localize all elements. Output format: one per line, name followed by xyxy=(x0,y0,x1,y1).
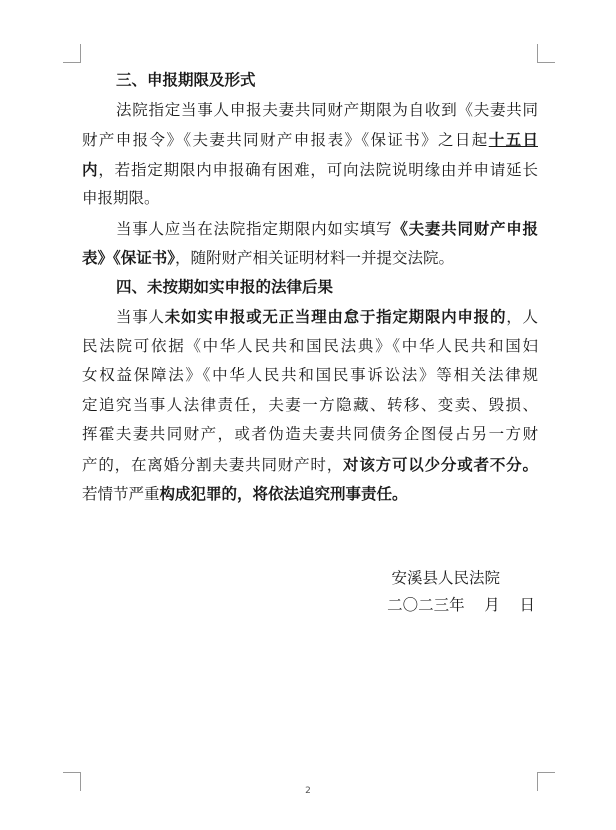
text-line xyxy=(82,450,538,480)
text-line: 挥霍夫妻共同财产，或者伪造夫妻共同债务企图侵占另一方财 xyxy=(82,425,538,443)
section-3-heading: 三、申报期限及形式 xyxy=(116,71,256,89)
text-line xyxy=(82,302,538,332)
text-line: 民法院可依据《中华人民共和国民法典》《中华人民共和国妇 xyxy=(82,336,538,355)
form-name-emphasis: 表》《保证书》 xyxy=(82,248,176,267)
criminal-liability-emphasis: 构成犯罪的，将依法追究刑事责任。 xyxy=(159,484,408,503)
violation-emphasis: 未如实申报或无正当理由怠于指定期限内申报的 xyxy=(164,307,507,326)
text-line: 女权益保障法》《中华人民共和国民事诉讼法》等相关法律规 xyxy=(82,366,538,384)
text-run: ，人 xyxy=(506,308,538,326)
text-run: ，随附财产相关证明材料一并提交法院。 xyxy=(175,249,455,267)
consequence-emphasis: 对该方可以少分或者不分。 xyxy=(343,454,538,474)
crop-mark-top-left xyxy=(63,44,81,63)
deadline-emphasis-end: 内 xyxy=(82,159,99,179)
form-name-emphasis: 《夫妻共同财产申报 xyxy=(392,218,538,238)
text-run: ，若指定期限内申报确有困难，可向法院说明缘由并申请延长 xyxy=(98,160,538,179)
text-run: 财产申报令》《夫妻共同财产申报表》《保证书》之日起 xyxy=(82,131,489,149)
text-line: 申报期限。 xyxy=(82,189,160,207)
deadline-emphasis: 十五日 xyxy=(488,130,538,149)
signature-court: 安溪县人民法院 xyxy=(391,569,500,587)
text-run: 产的，在离婚分割夫妻共同财产时， xyxy=(82,455,344,474)
crop-mark-top-right xyxy=(537,44,555,63)
text-run: 当事人 xyxy=(116,308,165,326)
text-line xyxy=(82,479,538,509)
document-body xyxy=(82,66,538,509)
page-number: 2 xyxy=(305,786,311,796)
text-line: 定追究当事人法律责任，夫妻一方隐藏、转移、变卖、毁损、 xyxy=(82,395,538,414)
text-line xyxy=(82,125,538,155)
signature-date: 二〇二三年 月 日 xyxy=(387,596,535,614)
section-4-paragraph-1 xyxy=(82,302,538,509)
section-3-paragraph-2 xyxy=(82,214,538,273)
text-run: 当事人应当在法院指定期限内如实填写 xyxy=(116,219,393,238)
text-line xyxy=(82,243,538,273)
text-run: 若情节严重 xyxy=(82,485,160,503)
text-line xyxy=(82,214,538,244)
text-line: 法院指定当事人申报夫妻共同财产期限为自收到《夫妻共同 xyxy=(116,100,538,119)
section-4-heading: 四、未按期如实申报的法律后果 xyxy=(116,277,334,296)
section-3-paragraph-1 xyxy=(82,96,538,214)
text-line xyxy=(82,155,538,185)
